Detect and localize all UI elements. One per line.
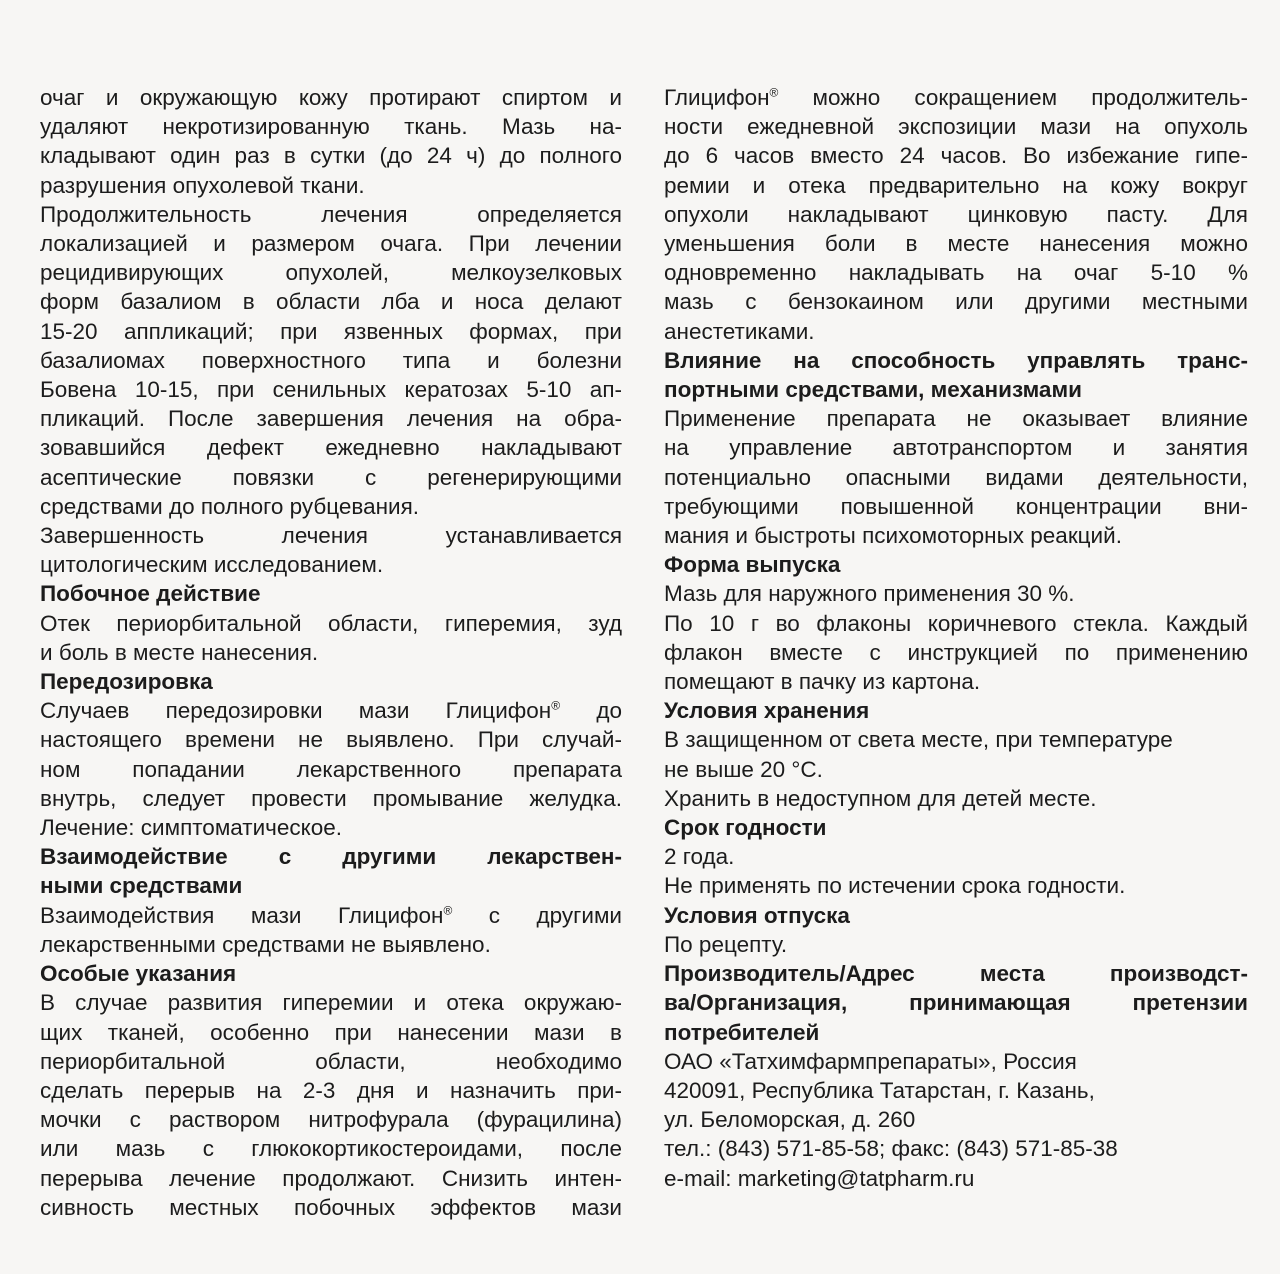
text-fragment: до bbox=[560, 698, 622, 724]
text-line: По рецепту. bbox=[664, 931, 788, 957]
text-line: Применение препарата не оказывает влияние bbox=[664, 406, 1248, 432]
text-line: средствами до полного рубцевания. bbox=[40, 493, 420, 519]
text-line: помещают в пачку из картона. bbox=[664, 669, 981, 695]
text-line: мания и быстроты психомоторных реакций. bbox=[664, 523, 1122, 549]
text-line: потенциально опасными видами деятельности, bbox=[664, 464, 1248, 490]
text-line: сивность местных побочных эффектов мази bbox=[40, 1194, 622, 1220]
text-line: опухоли накладывают цинковую пасту. Для bbox=[664, 201, 1248, 227]
text-line: уменьшения боли в месте нанесения можно bbox=[664, 231, 1248, 257]
text-line: ными средствами bbox=[40, 873, 243, 899]
heading-driving bbox=[664, 346, 1248, 404]
paragraph-application bbox=[40, 83, 622, 200]
text-line: очаг и окружающую кожу протирают спиртом и bbox=[40, 85, 622, 110]
text-line: Мазь для наружного применения 30 %. bbox=[664, 581, 1075, 607]
text-line: настоящего времени не выявлено. При случай- bbox=[40, 727, 622, 753]
paragraph-release-form bbox=[664, 579, 1248, 696]
text-line: на управление автотранспортом и занятия bbox=[664, 435, 1248, 461]
text-line: В случае развития гиперемии и отека окружаю- bbox=[40, 990, 622, 1016]
text-fragment: Взаимодействия мази Глицифон bbox=[40, 902, 444, 928]
heading-dispensing: Условия отпуска bbox=[664, 902, 850, 928]
text-line: Лечение: симптоматическое. bbox=[40, 815, 343, 841]
text-line: одновременно накладывать на очаг 5-10 % bbox=[664, 260, 1248, 286]
text-line: портными средствами, механизмами bbox=[664, 377, 1082, 403]
text-line: Отек периорбитальной области, гиперемия, зуд bbox=[40, 610, 622, 636]
address-line: 420091, Республика Татарстан, г. Казань, bbox=[664, 1077, 1095, 1103]
text-line: не выше 20 °С. bbox=[664, 756, 823, 782]
text-line: лекарственными средствами не выявлено. bbox=[40, 931, 491, 957]
text-line bbox=[664, 83, 1248, 112]
paragraph-storage bbox=[664, 725, 1248, 813]
heading-release-form: Форма выпуска bbox=[664, 552, 841, 578]
text-line: Продолжительность лечения определяется bbox=[40, 201, 622, 227]
text-fragment: Глицифон bbox=[664, 85, 770, 110]
text-line: 15-20 аппликаций; при язвенных формах, при bbox=[40, 318, 622, 344]
text-fragment: Случаев передозировки мази Глицифон bbox=[40, 698, 552, 724]
heading-manufacturer bbox=[664, 959, 1248, 1047]
text-line: По 10 г во флаконы коричневого стекла. Каждый bbox=[664, 610, 1248, 636]
text-line: мазь с бензокаином или другими местными bbox=[664, 289, 1248, 315]
text-fragment: с другими bbox=[452, 902, 622, 928]
text-line: Завершенность лечения устанавливается bbox=[40, 523, 622, 549]
paragraph-completion bbox=[40, 521, 622, 579]
right-column bbox=[664, 83, 1248, 1193]
heading-overdose: Передозировка bbox=[40, 669, 213, 695]
text-fragment: можно сокращением продолжитель- bbox=[778, 85, 1248, 110]
text-line: Взаимодействие с другими лекарствен- bbox=[40, 844, 622, 870]
registered-mark: ® bbox=[443, 903, 453, 918]
text-line: зовавшийся дефект ежедневно накладывают bbox=[40, 435, 622, 461]
company-name: ОАО «Татхимфармпрепараты», Россия bbox=[664, 1048, 1077, 1074]
heading-interactions bbox=[40, 842, 622, 900]
text-line bbox=[40, 696, 622, 725]
text-line: 2 года. bbox=[664, 844, 735, 870]
heading-side-effects: Побочное действие bbox=[40, 581, 261, 607]
text-line: рецидивирующих опухолей, мелкоузелковых bbox=[40, 260, 622, 286]
text-line: Производитель/Адрес места производст- bbox=[664, 961, 1248, 987]
paragraph-interactions bbox=[40, 901, 622, 959]
registered-mark: ® bbox=[769, 85, 779, 100]
text-line: сделать перерыв на 2-3 дня и назначить при- bbox=[40, 1077, 622, 1103]
text-line: флакон вместе с инструкцией по применению bbox=[664, 639, 1248, 665]
paragraph-dispensing bbox=[664, 930, 1248, 959]
text-line: асептические повязки с регенерирующими bbox=[40, 464, 622, 490]
paragraph-duration bbox=[40, 200, 622, 521]
text-line: мочки с раствором нитрофурала (фурацилина) bbox=[40, 1107, 622, 1133]
text-line: локализацией и размером очага. При лечении bbox=[40, 231, 622, 257]
text-line: до 6 часов вместо 24 часов. Во избежание гипе- bbox=[664, 143, 1248, 169]
paragraph-application-continued bbox=[664, 83, 1248, 346]
paragraph-overdose bbox=[40, 696, 622, 842]
text-line: Не применять по истечении срока годности. bbox=[664, 873, 1126, 899]
text-line: перерыва лечение продолжают. Снизить интен- bbox=[40, 1165, 622, 1191]
text-line: разрушения опухолевой ткани. bbox=[40, 172, 365, 198]
text-line: пликаций. После завершения лечения на обра- bbox=[40, 406, 622, 432]
text-line: потребителей bbox=[664, 1019, 820, 1045]
paragraph-shelf-life bbox=[664, 842, 1248, 900]
text-line: или мазь с глюкокортикостероидами, после bbox=[40, 1136, 622, 1162]
left-column bbox=[40, 83, 622, 1222]
text-line: внутрь, следует провести промывание желудка. bbox=[40, 785, 622, 811]
text-line: ности ежедневной экспозиции мази на опухоль bbox=[664, 114, 1248, 140]
text-line: и боль в месте нанесения. bbox=[40, 639, 319, 665]
text-line: Влияние на способность управлять транс- bbox=[664, 347, 1248, 373]
text-line: форм базалиом в области лба и носа делают bbox=[40, 289, 622, 315]
text-line: ном попадании лекарственного препарата bbox=[40, 756, 622, 782]
paragraph-driving bbox=[664, 404, 1248, 550]
text-line: периорбитальной области, необходимо bbox=[40, 1048, 622, 1074]
text-line: анестетиками. bbox=[664, 318, 815, 344]
text-line: В защищенном от света месте, при температуре bbox=[664, 727, 1173, 753]
text-line: базалиомах поверхностного типа и болезни bbox=[40, 347, 622, 373]
heading-special-instructions: Особые указания bbox=[40, 961, 237, 987]
phone-fax: тел.: (843) 571-85-58; факс: (843) 571-85-38 bbox=[664, 1136, 1118, 1162]
registered-mark: ® bbox=[551, 698, 561, 713]
address-line: ул. Беломорская, д. 260 bbox=[664, 1107, 916, 1133]
text-line: цитологическим исследованием. bbox=[40, 552, 384, 578]
text-line: требующими повышенной концентрации вни- bbox=[664, 493, 1248, 519]
text-line: щих тканей, особенно при нанесении мази в bbox=[40, 1019, 622, 1045]
text-line: Бовена 10-15, при сенильных кератозах 5-10 ап- bbox=[40, 377, 622, 403]
text-line: кладывают один раз в сутки (до 24 ч) до полного bbox=[40, 143, 622, 169]
paragraph-manufacturer bbox=[664, 1047, 1248, 1193]
email-address: e-mail: marketing@tatpharm.ru bbox=[664, 1165, 975, 1191]
heading-shelf-life: Срок годности bbox=[664, 815, 827, 841]
text-line: ва/Организация, принимающая претензии bbox=[664, 990, 1248, 1016]
text-line: Хранить в недоступном для детей месте. bbox=[664, 785, 1097, 811]
paragraph-special-instructions bbox=[40, 988, 622, 1222]
text-line: ремии и отека предварительно на кожу вокруг bbox=[664, 172, 1248, 198]
text-line: удаляют некротизированную ткань. Мазь на- bbox=[40, 114, 622, 140]
heading-storage: Условия хранения bbox=[664, 698, 870, 724]
paragraph-side-effects bbox=[40, 609, 622, 667]
text-line bbox=[40, 901, 622, 930]
